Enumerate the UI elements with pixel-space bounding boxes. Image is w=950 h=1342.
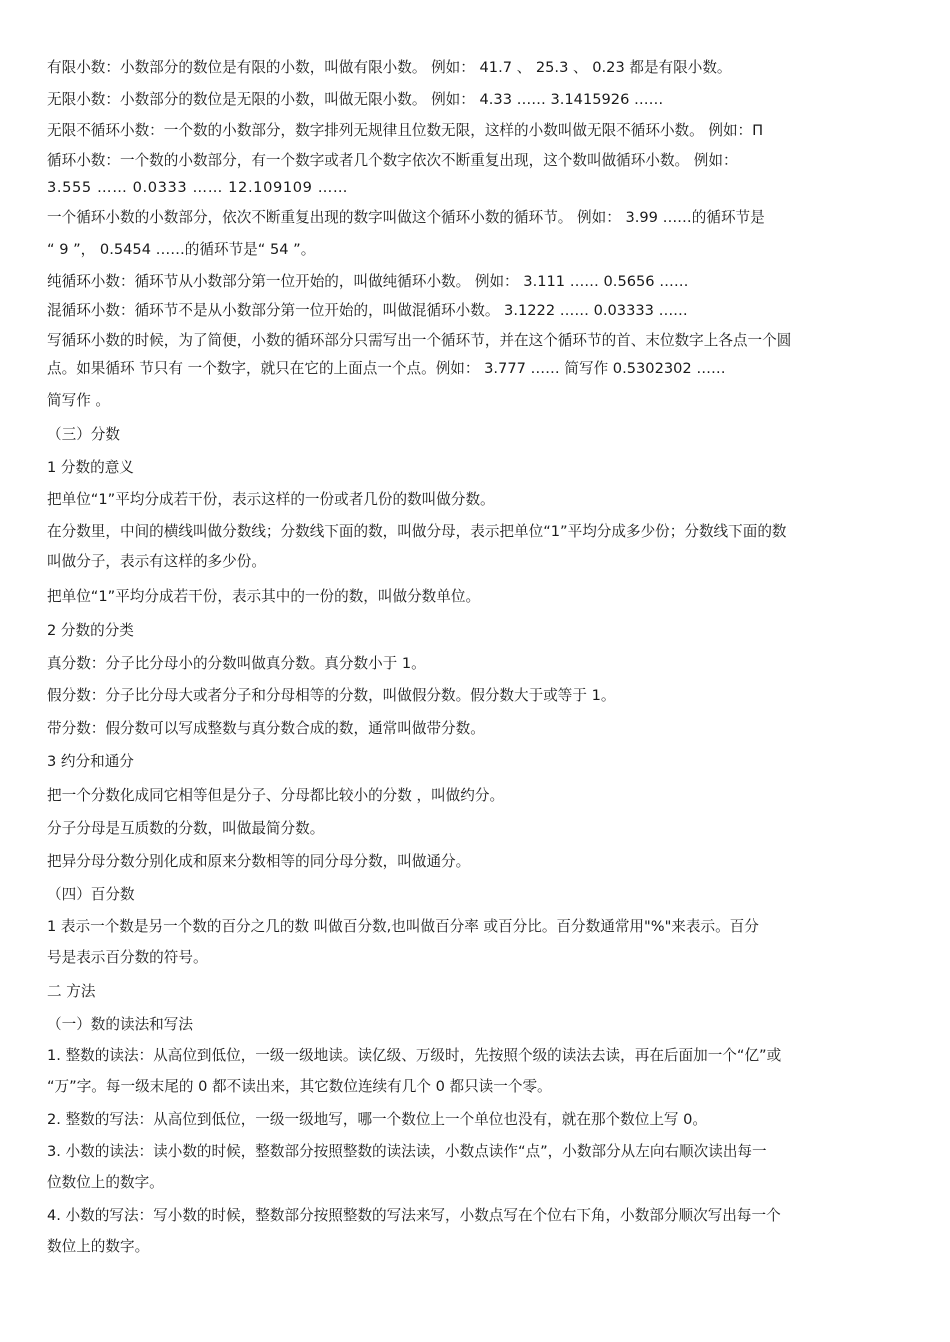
text-line: 数位上的数字。 [47, 1238, 150, 1255]
text-line: 无限不循环小数：一个数的小数部分，数字排列无规律且位数无限，这样的小数叫做无限不循环小数。 例如：Π [47, 122, 764, 139]
text-line: 2. 整数的写法：从高位到低位，一级一级地写，哪一个数位上一个单位也没有，就在那个数位上写 0。 [47, 1111, 708, 1128]
text-line: 把单位“1”平均分成若干份，表示其中的一份的数，叫做分数单位。 [47, 588, 481, 605]
text-line: 把一个分数化成同它相等但是分子、分母都比较小的分数 ，叫做约分。 [47, 787, 505, 804]
subsection-heading: 2 分数的分类 [47, 622, 134, 639]
subsection-heading: 3 约分和通分 [47, 753, 134, 770]
text-line: 分子分母是互质数的分数，叫做最简分数。 [47, 820, 325, 837]
text-line: 一个循环小数的小数部分，依次不断重复出现的数字叫做这个循环小数的循环节。 例如： 3.99 ……的循环节是 [47, 209, 765, 226]
text-line: 混循环小数：循环节不是从小数部分第一位开始的，叫做混循环小数。 3.1222 …… 0.03333 …… [47, 302, 688, 319]
text-line: “万”字。每一级末尾的 0 都不读出来，其它数位连续有几个 0 都只读一个零。 [47, 1078, 552, 1095]
text-line: 3. 小数的读法：读小数的时候，整数部分按照整数的读法读，小数点读作“点”，小数部分从左向右顺次读出每一 [47, 1143, 767, 1160]
text-line: 有限小数：小数部分的数位是有限的小数，叫做有限小数。 例如： 41.7 、 25.3 、 0.23 都是有限小数。 [47, 59, 732, 76]
chapter-heading: 二 方法 [47, 983, 96, 1000]
text-line: 4. 小数的写法：写小数的时候，整数部分按照整数的写法来写，小数点写在个位右下角，小数部分顺次写出每一个 [47, 1207, 781, 1224]
text-line: 带分数：假分数可以写成整数与真分数合成的数，通常叫做带分数。 [47, 720, 485, 737]
text-line: 1. 整数的读法：从高位到低位，一级一级地读。读亿级、万级时，先按照个级的读法去读，再在后面加一个“亿”或 [47, 1047, 782, 1064]
section-heading: （三）分数 [47, 426, 120, 443]
text-line: 简写作 。 [47, 392, 111, 409]
text-line: “ 9 ”， 0.5454 ……的循环节是“ 54 ”。 [47, 241, 316, 258]
text-line: 把异分母分数分别化成和原来分数相等的同分母分数，叫做通分。 [47, 853, 471, 870]
text-line: 循环小数：一个数的小数部分，有一个数字或者几个数字依次不断重复出现，这个数叫做循环小数。 例如： [47, 152, 738, 169]
text-line: 位数位上的数字。 [47, 1174, 164, 1191]
text-line: 写循环小数的时候，为了简便，小数的循环部分只需写出一个循环节，并在这个循环节的首、末位数字上各点一个圆 [47, 332, 792, 349]
text-line: 纯循环小数：循环节从小数部分第一位开始的，叫做纯循环小数。 例如： 3.111 …… 0.5656 …… [47, 273, 689, 290]
text-line: 在分数里，中间的横线叫做分数线；分数线下面的数，叫做分母，表示把单位“1”平均分成多少份；分数线下面的数 [47, 523, 787, 540]
text-line: 叫做分子，表示有这样的多少份。 [47, 553, 266, 570]
text-line: 把单位“1”平均分成若干份，表示这样的一份或者几份的数叫做分数。 [47, 491, 495, 508]
section-heading: （四）百分数 [47, 886, 135, 903]
section-heading: （一）数的读法和写法 [47, 1016, 193, 1033]
text-line: 点。如果循环 节只有 一个数字，就只在它的上面点一个点。例如： 3.777 …… 简写作 0.5302302 …… [47, 360, 726, 377]
text-line: 1 表示一个数是另一个数的百分之几的数 叫做百分数,也叫做百分率 或百分比。百分数通常用"%"来表示。百分 [47, 918, 759, 935]
text-line: 3.555 …… 0.0333 …… 12.109109 …… [47, 179, 349, 196]
text-line: 号是表示百分数的符号。 [47, 949, 208, 966]
text-line: 真分数：分子比分母小的分数叫做真分数。真分数小于 1。 [47, 655, 426, 672]
text-line: 假分数：分子比分母大或者分子和分母相等的分数，叫做假分数。假分数大于或等于 1。 [47, 687, 616, 704]
text-line: 无限小数：小数部分的数位是无限的小数，叫做无限小数。 例如： 4.33 …… 3.1415926 …… [47, 91, 664, 108]
subsection-heading: 1 分数的意义 [47, 459, 134, 476]
